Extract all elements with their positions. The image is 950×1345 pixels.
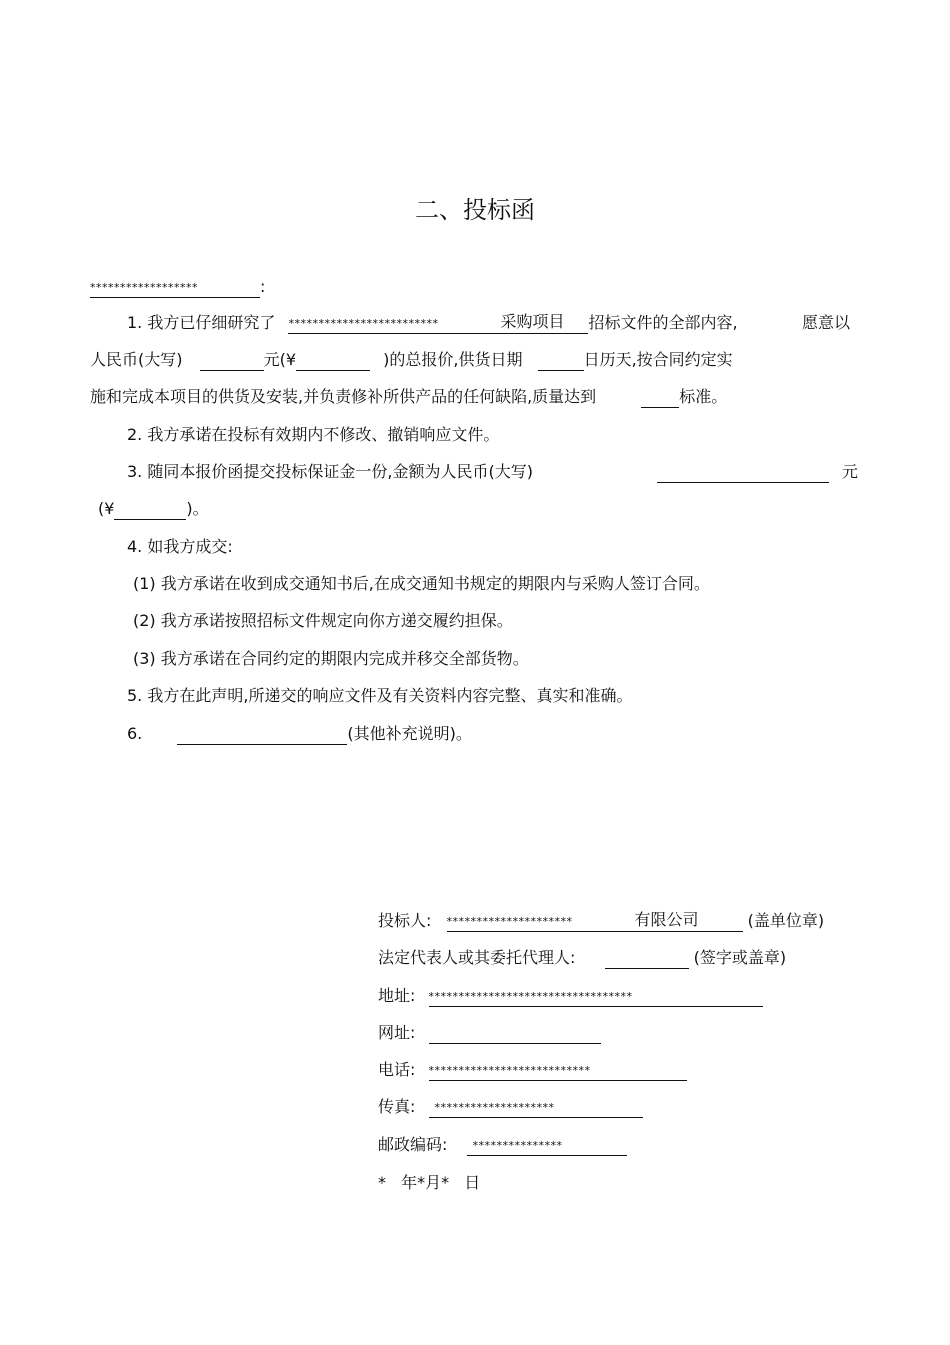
clause-6-blank — [177, 744, 347, 745]
clause-5 — [127, 685, 632, 707]
clause-2-text: 我方承诺在投标有效期内不修改、撤销响应文件。 — [147, 425, 500, 444]
clause-4-item-text: 我方承诺按照招标文件规定向你方递交履约担保。 — [160, 611, 513, 630]
date-day: 日 — [464, 1173, 481, 1192]
clause-5-text: 我方在此声明,所递交的响应文件及有关资料内容完整、真实和准确。 — [147, 686, 633, 705]
date-line — [378, 1172, 480, 1194]
clause-4-item — [133, 610, 513, 632]
date-year-month: 年*月* — [401, 1173, 450, 1192]
date-star: * — [378, 1173, 386, 1192]
fax-value: ******************** — [429, 1099, 643, 1118]
clause-1-rmb-label: 人民币(大写) — [90, 350, 183, 369]
clause-4-item-number: (1) — [133, 574, 156, 593]
clause-6-text: (其他补充说明)。 — [347, 724, 472, 743]
addressee-suffix: : — [260, 277, 266, 296]
postcode-line — [378, 1134, 627, 1156]
clause-3-deposit-words-field — [657, 461, 829, 483]
clause-3-yuan: 元 — [842, 462, 859, 481]
clause-4-number: 4. — [127, 537, 143, 556]
bidder-mask: ********************* — [446, 915, 573, 928]
clause-2-number: 2. — [127, 425, 143, 444]
address-label: 地址: — [378, 986, 416, 1005]
clause-1-text-pre: 我方已仔细研究了 — [147, 313, 276, 332]
bidder-name-field — [447, 911, 743, 932]
representative-note: (签字或盖章) — [693, 948, 787, 967]
bidder-label: 投标人: — [378, 911, 432, 930]
phone-line — [378, 1059, 687, 1081]
bidder-company: 有限公司 — [634, 910, 699, 929]
clause-1-yuan-label: 元(¥ — [263, 350, 297, 369]
clause-1-amount-number-blank — [296, 370, 370, 371]
postcode-value: *************** — [467, 1137, 627, 1156]
clause-1-line-3 — [90, 386, 727, 408]
clause-3-deposit-words-blank — [657, 482, 829, 483]
bidder-seal-note: (盖单位章) — [747, 911, 825, 930]
clause-1-quality-blank — [641, 407, 679, 408]
clause-1-line-3-text: 施和完成本项目的供货及安装,并负责修补所供产品的任何缺陷,质量达到 — [90, 387, 597, 406]
clause-1-number: 1. — [127, 313, 143, 332]
bidder-line — [378, 910, 824, 932]
clause-4-item-text: 我方承诺在收到成交通知书后,在成交通知书规定的期限内与采购人签订合同。 — [160, 574, 710, 593]
clause-2 — [127, 424, 499, 446]
clause-6-number: 6. — [127, 724, 143, 743]
address-line — [378, 985, 763, 1007]
clause-1-line-1-end: 愿意以 — [802, 313, 851, 332]
clause-4-item — [133, 573, 710, 595]
clause-1-text-post: 招标文件的全部内容, — [588, 313, 738, 332]
clause-1-project-field — [288, 313, 588, 334]
clause-1-project-mask: ************************* — [288, 317, 439, 330]
phone-label: 电话: — [378, 1060, 416, 1079]
clause-3-text: 随同本报价函提交投标保证金一份,金额为人民币(大写) — [147, 462, 533, 481]
clause-4-item — [133, 648, 529, 670]
representative-blank — [605, 968, 689, 969]
clause-1-total-price-text: )的总报价,供货日期 — [383, 350, 523, 369]
clause-3-number: 3. — [127, 462, 143, 481]
clause-4-text: 如我方成交: — [147, 537, 233, 556]
addressee-masked-name: ****************** — [90, 279, 260, 298]
clause-1-project-suffix: 采购项目 — [500, 312, 565, 331]
clause-1-days-text: 日历天,按合同约定实 — [583, 350, 733, 369]
clause-4-item-number: (3) — [133, 649, 156, 668]
clause-4-item-text: 我方承诺在合同约定的期限内完成并移交全部货物。 — [160, 649, 529, 668]
fax-label: 传真: — [378, 1097, 416, 1116]
address-value: ********************************** — [429, 988, 763, 1007]
website-label: 网址: — [378, 1023, 416, 1042]
clause-6 — [127, 723, 472, 745]
clause-3-line-1 — [127, 461, 533, 483]
clause-1-standard-text: 标准。 — [679, 387, 728, 406]
representative-line — [378, 947, 786, 969]
clause-1-line-1 — [127, 312, 738, 334]
clause-3-open: (¥ — [98, 499, 115, 518]
clause-3-deposit-number-blank — [114, 519, 186, 520]
phone-value: *************************** — [429, 1062, 687, 1081]
addressee-line — [90, 276, 265, 298]
representative-label: 法定代表人或其委托代理人: — [378, 948, 576, 967]
clause-3-close: )。 — [186, 499, 209, 518]
clause-4 — [127, 536, 233, 558]
website-line — [378, 1022, 601, 1044]
website-blank — [429, 1043, 601, 1044]
fax-line — [378, 1096, 643, 1118]
clause-1-delivery-days-blank — [538, 370, 584, 371]
page-title: 二、投标函 — [415, 196, 535, 224]
clause-5-number: 5. — [127, 686, 143, 705]
clause-4-item-number: (2) — [133, 611, 156, 630]
clause-1-line-2 — [90, 349, 733, 371]
clause-1-amount-words-blank — [200, 370, 264, 371]
postcode-label: 邮政编码: — [378, 1135, 448, 1154]
clause-3-line-2 — [98, 498, 209, 520]
